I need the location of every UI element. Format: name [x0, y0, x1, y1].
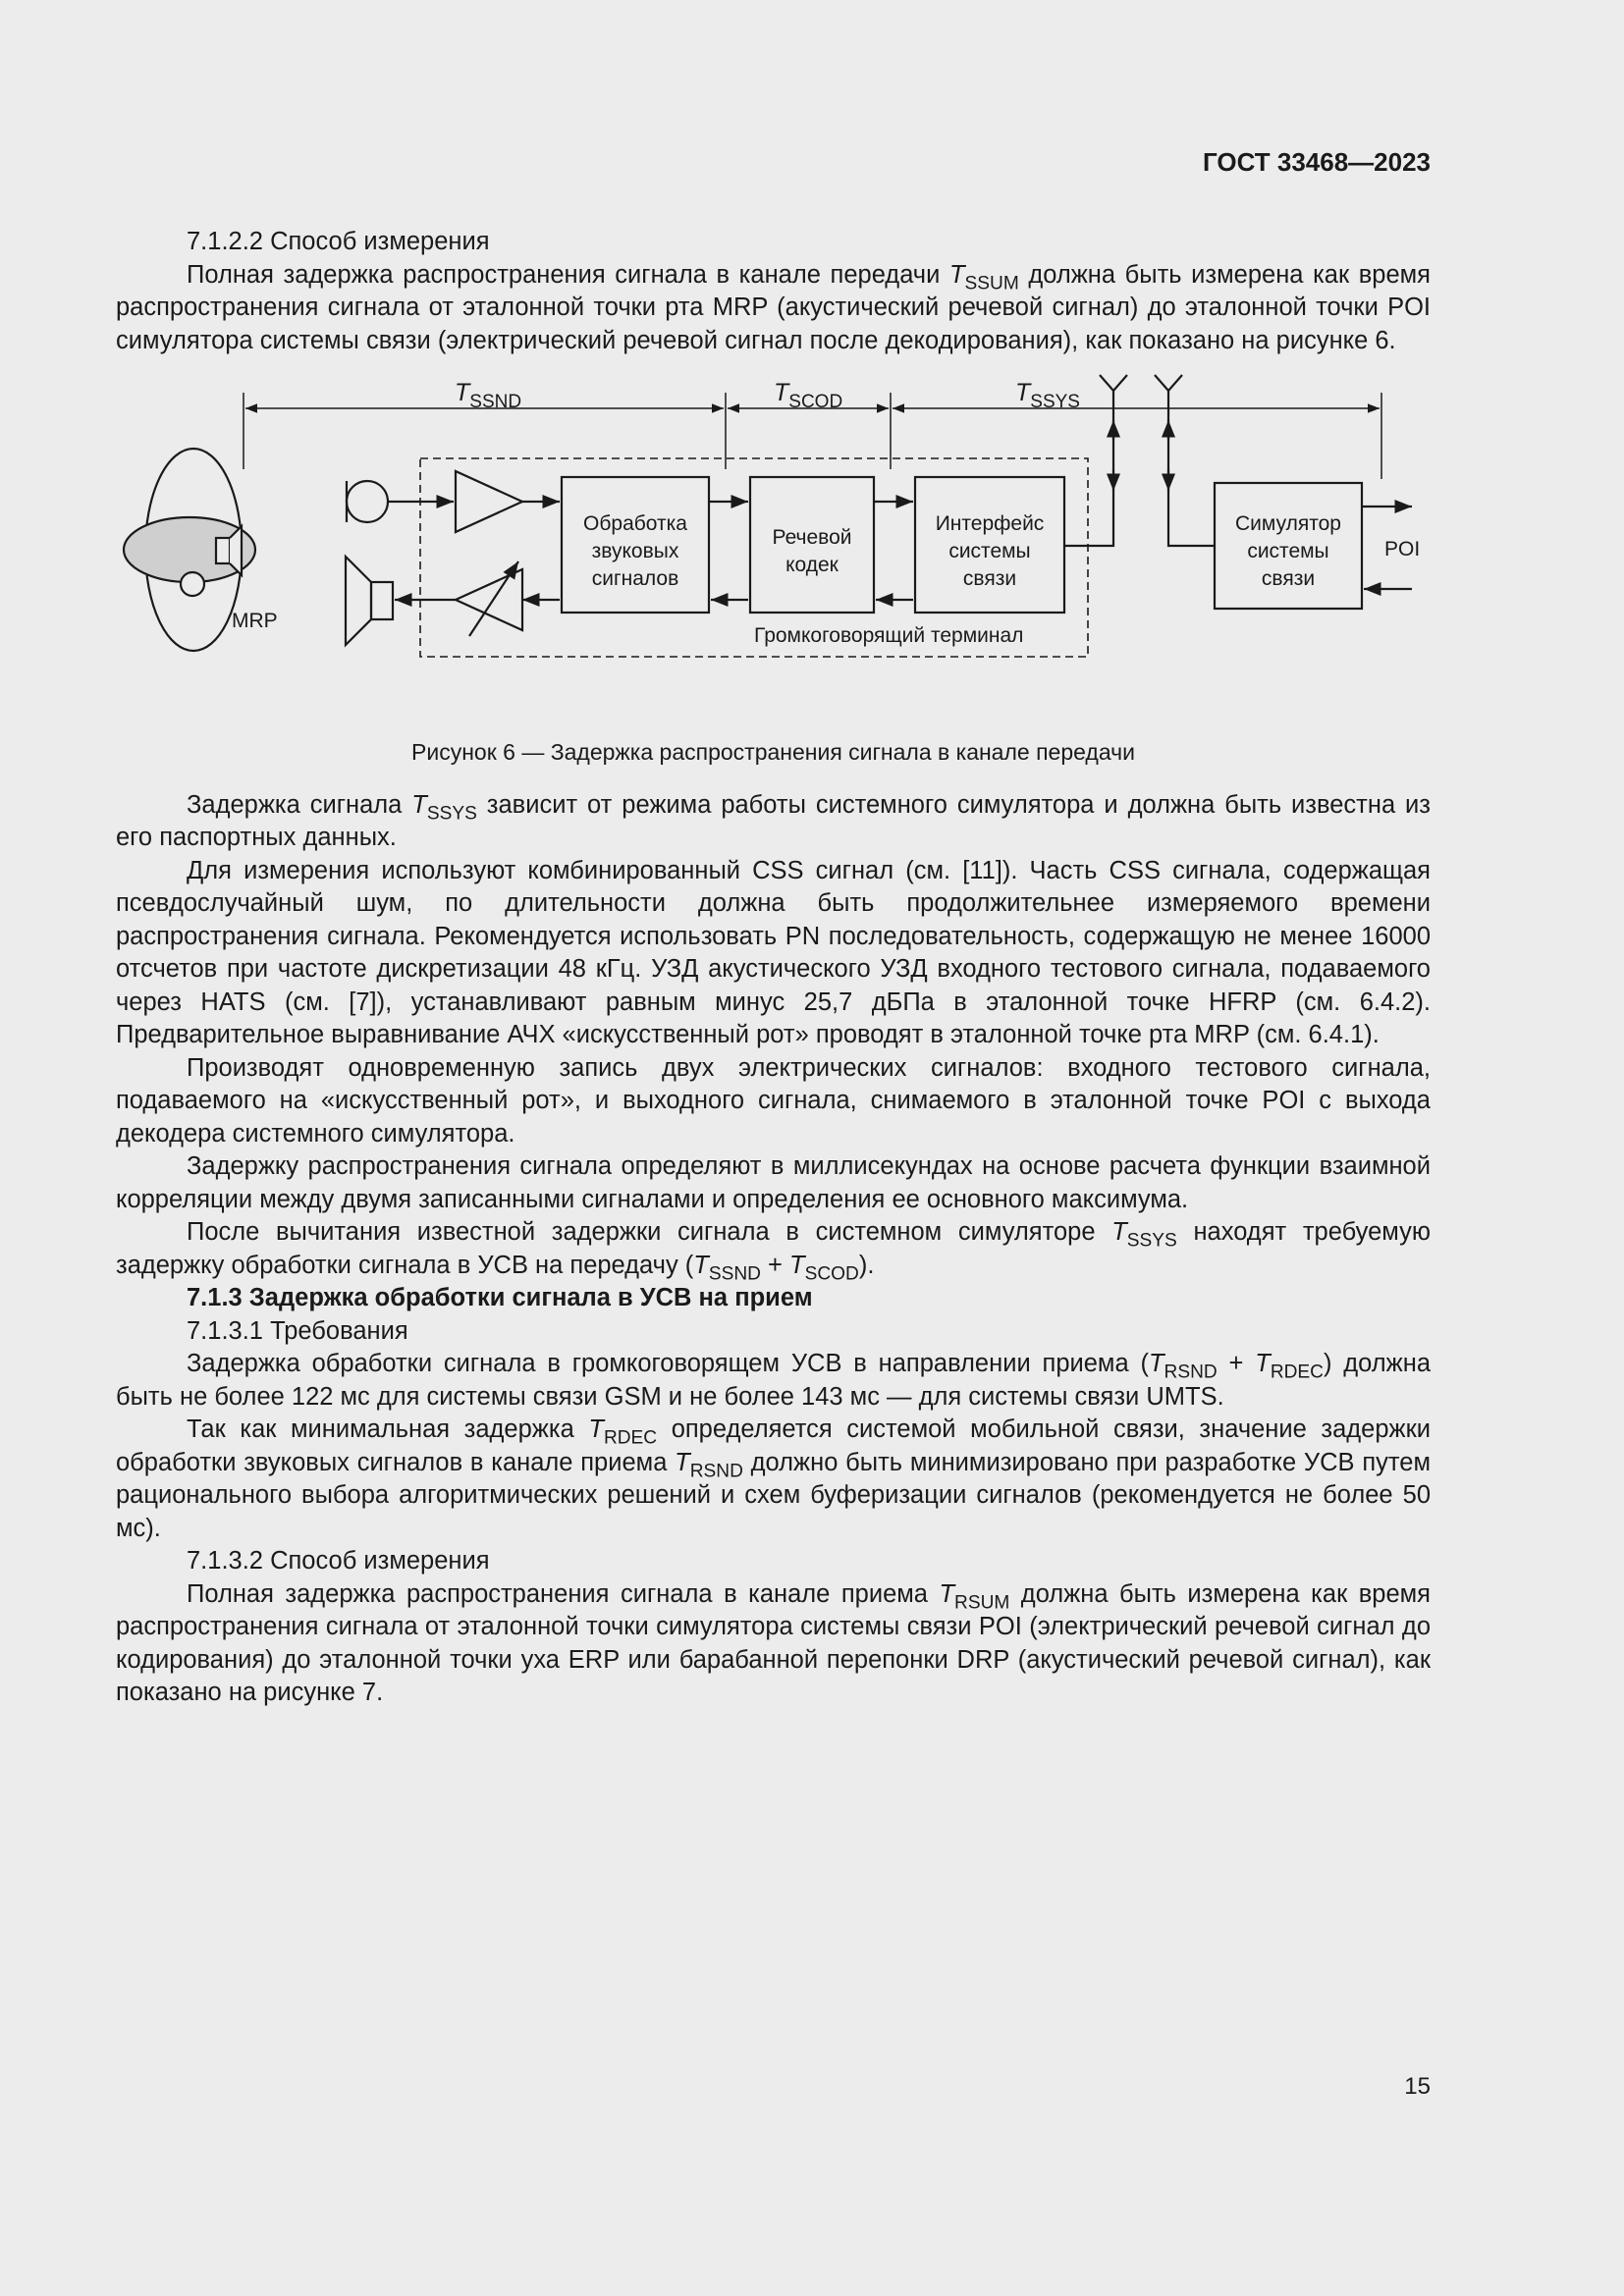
terminal-label: Громкоговорящий терминал — [754, 624, 1024, 647]
paragraph: Так как минимальная задержка $T_{RDEC}$ определяется системой мобильной связи, значение задержки обработки звуковых сигналов в канале приема $T_{RSND}$ должно быть минимизировано при разработке УСВ путем рационального выбора алгоритмических решений и схем буферизации сигналов (рекомендуется не более 50 мс). — [116, 1415, 1431, 1542]
mrp-label: MRP — [232, 610, 278, 632]
paragraph: Полная задержка распространения сигнала в канале приема $T_{RSUM}$ должна быть измерена как время распространения сигнала от эталонной точки симулятора системы связи POI (электрический речевой сигнал до кодирования) до эталонной точки уха ERP или барабанной перепонки DRP (акустический речевой сигнал), как показано на рисунке 7. — [116, 1579, 1431, 1706]
paragraph: Полная задержка распространения сигнала в канале передачи $T_{SSUM}$ должна быть измерена как время распространения сигнала от эталонной точки рта MRP (акустический речевой сигнал) до эталонной точки POI симулятора системы связи (электрический речевой сигнал после декодирования), как показано на рисунке 6. — [116, 260, 1431, 354]
paragraph: Задержка обработки сигнала в громкоговорящем УСВ в направлении приема $(T_{RSND} + T_{RDEC})$ должна быть не более 122 мс для системы связи GSM и не более 143 мс — для системы связи UMTS. — [116, 1350, 1432, 1411]
label-tscod: $T_{SCOD}$ — [774, 379, 843, 412]
loudspeaker-icon — [371, 582, 393, 619]
paragraph: Задержка сигнала $T_{SSYS}$ зависит от режима работы системного симулятора и должна быть известна из его паспортных данных. — [116, 790, 1431, 851]
paragraph: Производят одновременную запись двух электрических сигналов: входного тестового сигнала, подаваемого на «искусственный рот», и выходного сигнала, снимаемого в эталонной точке POI с выхода декодера системного симулятора. — [116, 1053, 1431, 1148]
block-audio-label: Обработка звуковых сигналов — [583, 512, 687, 590]
page-number: 15 — [1404, 2073, 1431, 2100]
document-id: ГОСТ 33468—2023 — [1203, 147, 1431, 177]
label-tssys: $T_{SSYS}$ — [1015, 379, 1080, 412]
section-7132-heading: 7.1.3.2 Способ измерения — [187, 1547, 490, 1575]
figure-caption: Рисунок 6 — Задержка распространения сигнала в канале передачи — [411, 739, 1135, 765]
volume-amplifier-icon — [456, 569, 522, 630]
figure-6 — [116, 371, 1431, 736]
label-tssnd: $T_{SSND}$ — [455, 379, 522, 412]
block-diagram — [116, 371, 1431, 736]
page-body — [116, 226, 1431, 1710]
poi-label: POI — [1384, 538, 1421, 561]
paragraph: Задержку распространения сигнала определяют в миллисекундах на основе расчета функции взаимной корреляции между двумя записанными сигналами и определения ее основного максимума. — [116, 1152, 1431, 1213]
block-sim-label: Симулятор системы связи — [1235, 512, 1341, 590]
section-713-heading: 7.1.3 Задержка обработки сигнала в УСВ на прием — [187, 1284, 813, 1311]
block-iface-label: Интерфейс системы связи — [935, 512, 1045, 590]
block-codec-label: Речевой кодек — [772, 526, 852, 576]
paragraph: Для измерения используют комбинированный CSS сигнал (см. [11]). Часть CSS сигнала, содержащая псевдослучайный шум, по длительности должна быть продолжительнее измеряемого времени распространения сигнала. Рекомендуется использовать PN последовательность, содержащую не менее 16000 отсчетов при частоте дискретизации 48 кГц. УЗД акустического УЗД входного тестового сигнала, подаваемого через HATS (см. [7]), устанавливают равным минус 25,7 дБПа в эталонной точке HFRP (см. 6.4.2). Предварительное выравнивание АЧХ «искусственный рот» проводят в эталонной точке рта MRP (см. 6.4.1). — [116, 856, 1431, 1048]
amplifier-icon — [456, 471, 522, 532]
section-7131-heading: 7.1.3.1 Требования — [187, 1316, 408, 1345]
paragraph: После вычитания известной задержки сигнала в системном симуляторе $T_{SSYS}$ находят требуемую задержку обработки сигнала в УСВ на передачу $(T_{SSND} + T_{SCOD})$. — [116, 1218, 1431, 1285]
mouth-simulator-icon — [216, 538, 230, 563]
section-7122-heading: 7.1.2.2 Способ измерения — [187, 228, 490, 255]
ear-icon — [181, 572, 204, 596]
microphone-icon — [347, 481, 388, 522]
